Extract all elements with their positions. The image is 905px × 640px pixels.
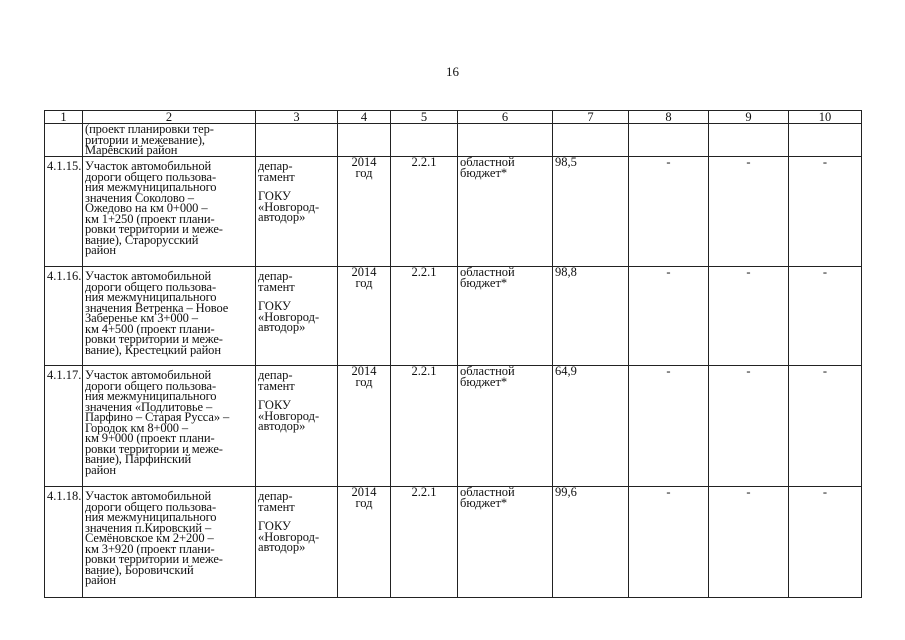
cell-name: Участок автомобильной дороги общего пользова- ния межмуниципального значения «Подлитовье – Парфино – Старая Русса» – Городок км 8+000 – км 9+000 (проект плани- ровки территории и меже- вание), Парфинский район <box>83 366 256 487</box>
column-header: 9 <box>709 111 789 124</box>
cell-number: 4.1.15. <box>45 157 83 267</box>
cell-col8: - <box>629 267 709 366</box>
cell-code: 2.2.1 <box>391 366 458 487</box>
measures-table <box>44 110 862 598</box>
cell-name: Участок автомобильной дороги общего пользова- ния межмуниципального значения п.Кировский – Семёновское км 2+200 – км 3+920 (проект плани- ровки территории и меже- вание), Боровичский район <box>83 487 256 598</box>
cell-code: 2.2.1 <box>391 157 458 267</box>
cell-name: (проект планировки тер- ритории и межевание), Марёвский район <box>83 124 256 157</box>
cell-source: областной бюджет* <box>458 157 553 267</box>
cell-source: областной бюджет* <box>458 267 553 366</box>
cell-name: Участок автомобильной дороги общего пользова- ния межмуниципального значения Соколово – Ожедово на км 0+000 – км 1+250 (проект плани- ровки территории и меже- вание), Старорусский район <box>83 157 256 267</box>
column-header: 2 <box>83 111 256 124</box>
cell-col10: - <box>789 366 862 487</box>
cell-year: 2014 год <box>338 487 391 598</box>
cell-col9: - <box>709 487 789 598</box>
cell-year: 2014 год <box>338 366 391 487</box>
cell-number: 4.1.18. <box>45 487 83 598</box>
cell-executor <box>256 157 338 267</box>
cell-year <box>338 124 391 157</box>
cell-amount: 98,5 <box>553 157 629 267</box>
column-header: 10 <box>789 111 862 124</box>
column-header: 4 <box>338 111 391 124</box>
cell-col10: - <box>789 487 862 598</box>
column-header: 6 <box>458 111 553 124</box>
page-number: 16 <box>446 64 459 79</box>
cell-amount: 99,6 <box>553 487 629 598</box>
cell-amount: 64,9 <box>553 366 629 487</box>
cell-number: 4.1.17. <box>45 366 83 487</box>
column-header: 5 <box>391 111 458 124</box>
column-header: 8 <box>629 111 709 124</box>
cell-source: областной бюджет* <box>458 366 553 487</box>
cell-col9 <box>709 124 789 157</box>
table-row <box>45 487 862 598</box>
cell-code: 2.2.1 <box>391 267 458 366</box>
cell-executor <box>256 487 338 598</box>
cell-number <box>45 124 83 157</box>
cell-year: 2014 год <box>338 157 391 267</box>
cell-col9: - <box>709 157 789 267</box>
executor-department: депар- тамент <box>258 269 295 294</box>
cell-col8: - <box>629 487 709 598</box>
table-row-continuation <box>45 124 862 157</box>
cell-col9: - <box>709 366 789 487</box>
executor-department: депар- тамент <box>258 489 295 514</box>
executor-department: депар- тамент <box>258 368 295 393</box>
cell-executor <box>256 267 338 366</box>
executor-goku: ГОКУ «Новгород- автодор» <box>258 398 320 433</box>
executor-goku: ГОКУ «Новгород- автодор» <box>258 519 320 554</box>
cell-col8: - <box>629 157 709 267</box>
cell-executor <box>256 366 338 487</box>
executor-goku: ГОКУ «Новгород- автодор» <box>258 189 320 224</box>
cell-col10 <box>789 124 862 157</box>
executor-department: депар- тамент <box>258 159 295 184</box>
cell-year: 2014 год <box>338 267 391 366</box>
table-row <box>45 157 862 267</box>
cell-col10: - <box>789 157 862 267</box>
cell-code <box>391 124 458 157</box>
table-row <box>45 267 862 366</box>
cell-number: 4.1.16. <box>45 267 83 366</box>
cell-executor <box>256 124 338 157</box>
table-row <box>45 366 862 487</box>
cell-code: 2.2.1 <box>391 487 458 598</box>
cell-col8: - <box>629 366 709 487</box>
cell-name: Участок автомобильной дороги общего пользова- ния межмуниципального значения Ветренка – Новое Заберенье км 3+000 – км 4+500 (проект плани- ровки территории и меже- вание), Крестецкий район <box>83 267 256 366</box>
cell-col8 <box>629 124 709 157</box>
executor-goku: ГОКУ «Новгород- автодор» <box>258 299 320 334</box>
column-header: 1 <box>45 111 83 124</box>
cell-source: областной бюджет* <box>458 487 553 598</box>
column-header: 7 <box>553 111 629 124</box>
cell-amount: 98,8 <box>553 267 629 366</box>
cell-source <box>458 124 553 157</box>
cell-col10: - <box>789 267 862 366</box>
column-header: 3 <box>256 111 338 124</box>
cell-col9: - <box>709 267 789 366</box>
cell-amount <box>553 124 629 157</box>
